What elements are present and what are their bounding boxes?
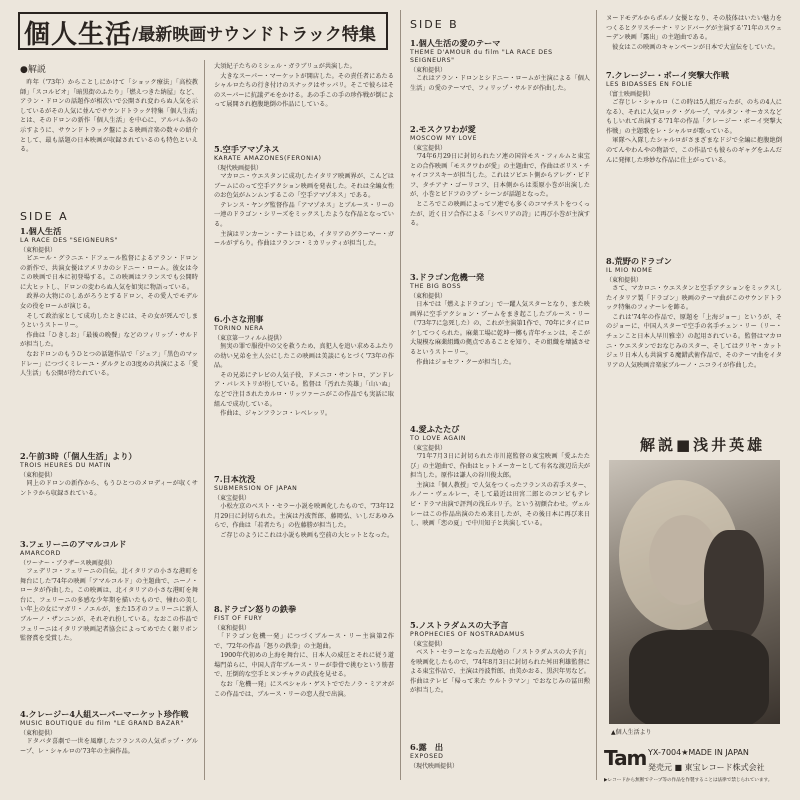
track-source: （東和提供）: [410, 67, 447, 74]
track-description: 同上のドロンの新作から、もうひとつのメロディーが収くサントラから収録されている。: [20, 480, 198, 497]
track-entry: [606, 70, 782, 256]
track-english-title: TO LOVE AGAIN: [410, 435, 467, 442]
track-source: （東宝提供）: [410, 145, 447, 152]
track-english-title: TORINO NERA: [214, 325, 264, 332]
track-entry: [20, 226, 198, 451]
track-title: 4.愛ふたたび: [410, 424, 460, 434]
track-entry: [214, 474, 394, 604]
side-a-column-2: [214, 62, 394, 699]
intro-text: 昨年（'73年）からことしにかけて「ショック療法」「高校教師」「スコルピオ」「暗黒街のふたり」「燃えつきた納屋」など、アラン・ドロンの話題作が相次いで公開され変わらぬ人気を示しているがその人気に並んでサウンドトラック特集「個人生活」とは、そのドロンの新作「個人生活」を中心に、アルバム各の示すように、サウンドトラック盤による映画音楽の数々の紹介として、最も話題の日本映画が収録されているのも特色といえる。: [20, 79, 198, 154]
track-entry: [20, 451, 198, 539]
track-description: ご存じレ・シャルロ（この時は5人組だったが、のちの4人になる）、それに人気ロック・グループ、マルタン・サーカスなどもしいれて出演する'71年の作品「クレージー・ボーイ突撃大作戦」の主題歌をレ・シャルロが歌っている。 軍隊へ入隊したシャルロがさまざまなドジで全編に抱腹絶倒のてんやわんやの物語で、この作品でも彼らのギャグをふんだんに発揮した珍妙な作品に仕上がっている。: [606, 99, 782, 164]
track-title: 1.個人生活: [20, 226, 62, 236]
track-entry: [410, 124, 590, 272]
track-english-title: KARATE AMAZONES(FERONIA): [214, 155, 322, 162]
track-english-title: THEME D'AMOUR du film "LA RACE DES SEIGNEURS": [410, 49, 553, 64]
track-english-title: PROPHECIES OF NOSTRADAMUS: [410, 631, 525, 638]
column-divider: [204, 60, 205, 780]
track-source: （東和提供）: [410, 293, 447, 300]
track-description: ピエール・グラニエ・ドフェール監督によるアラン・ドロンの新作で、共演女優はアメリカのシドニー・ローム。彼女は今この映画で日本に初登場する。この映画はフランスでも公開時に大ヒットし、ドロンの変わらぬ人気を如実に物語っている。 政界の大物にのしあがろうとするドロン、その愛人でモデル女の役をロームが演じる。 そして政治家として成功したときには、その女が死んでしまうというストーリー。 作曲は「ひきしお」「最後の晩餐」などのフィリップ・サルドが担当した。 なおドロンのもうひとつの話題作品で「ジェフ」「黒色のマッドレー」につづくミレーユ・ダルクとの3度めの共演による「愛人生活」も公開が待たれている。: [20, 255, 198, 378]
copyright-note: ▶レコードから無断でテープ等の作品を作製することは法律で禁じられています。: [604, 778, 773, 783]
publisher: 発売元 ■ 東宝レコード株式会社: [648, 763, 765, 772]
photo-figure-body: [629, 630, 769, 724]
telephone-icon: [704, 530, 764, 640]
track-source: （東和提供）: [214, 625, 251, 632]
track-title: 8.荒野のドラゴン: [606, 256, 672, 266]
track-source: （現代映画提供）: [410, 763, 459, 770]
track-title: 6.小さな刑事: [214, 314, 264, 324]
column-divider: [596, 10, 597, 780]
catalog-number: YX-7004★MADE IN JAPAN: [648, 748, 749, 757]
track-description: さて、マカロニ・ウエスタンと空手アクションをミックスしたイタリア製「ドラゴン」映画のテーマ曲がこのサウンドトラック特集のフィナーレを飾る。 これは'74年の作品で、原題を「上海ジョー」というが、そのジョーに、中国人スターで空手の名手チェン・リー（リー・チェンこと日本人早川雅幸）の起用されている。監督はマカロニ・ウエスタンでおなじみのスター、そしてはクリヤ・カットジェリ日本人も共演する魔錯武術作品で、そのテーマ曲をイタリアの人気映画音楽家ブルーノ・ニコライが作曲した。: [606, 285, 782, 369]
track-english-title: AMARCORD: [20, 550, 61, 557]
side-b-heading: SIDE B: [410, 18, 459, 31]
track-english-title: EXPOSED: [410, 753, 444, 760]
track-source: （ワーナー・ブラザース映画提供）: [20, 560, 116, 567]
track-title: 2.午前3時（「個人生活」より）: [20, 451, 137, 461]
track-english-title: MOSCOW MY LOVE: [410, 135, 478, 142]
track-description: マカロニ・ウエスタンに成功したイタリア映画界が、こんどはブームにのって空手アクション映画を発表した。それは全編女性のお色気がムンムンするこの「空手アマゾネス」である。 テレンス・ヤング監督作品「アマゾネス」とブルース・リーの一連のドラゴン・シリーズをミックスしたような作品となっている。 主演はリンカーン・テートはじめ、イタリアのグラーマー・ガールがずらり。作曲はフランコ・ミカリッティが担当した。: [214, 173, 394, 248]
tam-logo: Tam: [604, 746, 647, 770]
track-title: 3.ドラゴン危機一発: [410, 272, 485, 282]
track-english-title: LES BIDASSES EN FOLIE: [606, 81, 693, 88]
track-source: （東宝提供）: [410, 641, 447, 648]
track-description: ドタバタ喜劇で一世を風靡したフランスの人気ポップ・グループ、レ・シャルロの'73年の主演作品。: [20, 738, 198, 755]
track-entry: [606, 256, 782, 370]
track-title: 5.ノストラダムスの大予言: [410, 620, 509, 630]
author-credit: 解説■浅井英雄: [640, 436, 766, 454]
film-still-photo: [609, 460, 780, 724]
track-english-title: SUBMERSION OF JAPAN: [214, 485, 298, 492]
track-title: 6.露 出: [410, 742, 444, 752]
track-entry: [410, 620, 590, 742]
track-title: 1.個人生活の愛のテーマ: [410, 38, 501, 48]
track-title: 5.空手アマゾネス: [214, 144, 280, 154]
track-english-title: IL MIO NOME: [606, 267, 653, 274]
column-divider: [400, 10, 401, 780]
track-description: フェデリコ・フェリーニの自伝。北イタリアの小さな港町を舞台にした'74年の映画「アマルコルド」の主題曲で、ニーノ・ロータが作曲した。この映画は、北イタリアの小さな港町を舞台に、フェリーニの多感な少年期を描いたもので、憧れの美しい年上の女にマガリ・ノエルが、また15才のフェリーニに新人ブルーノ・ザンニンが、それぞれ扮している。なおこの作品でフェリーニはイタリア映画記者協会によってめでたく銀リボン監督賞を受賞した。: [20, 568, 198, 643]
track-english-title: THE BIG BOSS: [410, 283, 462, 290]
track-english-title: MUSIC BOUTIQUE du film "LE GRAND BAZAR": [20, 720, 184, 727]
track-entry: [410, 38, 590, 124]
track-source: （東和提供）: [20, 472, 57, 479]
track-title: 2.モスクワわが愛: [410, 124, 476, 134]
track-english-title: LA RACE DES "SEIGNEURS": [20, 237, 118, 244]
track-description-continued: 大須紀子たちのミシェル・ガラブリュが共演した。 大きなスーパー・マーケットが開店した。その責任者にあたるシャルロたちの行き付けのスナックはサッパリ。そこで彼らはそのスーパーに抗議デモをかける。あの手この手の珍作戦が倒によって展開され抱腹絶倒の作品にしている。: [214, 63, 394, 109]
album-title: 個人生活: [24, 20, 133, 50]
track-entry: [20, 539, 198, 709]
track-description: '74年6月29日に封切られたソ連の国営モス・フィルムと東宝との合作映画「モスクワわが愛」の主題曲で、作曲はボリス・チャイコフスキーが担当した。これはソビエト側からアレグ・ビドフ、タチアナ・ゴーリコフ、日本側からは栗原小巻が出演したが、小巻とビドフのラブ・シーンが話題となった。 ところでこの映画によってソ連でも多くのコマチストをつくったが、近く日ソ合作による「シベリアの詩」に再び小巻が主演する。: [410, 153, 590, 228]
track-source: （富士映画提供）: [606, 91, 655, 98]
track-source: （東宝提供）: [410, 445, 447, 452]
track-title: 4.クレージー4人組スーパーマーケット珍作戦: [20, 709, 189, 719]
track-entry: [20, 709, 198, 756]
track-title: 3.フェリーニのアマルコルド: [20, 539, 127, 549]
side-a-column-1: [20, 226, 198, 756]
track-entry: [410, 742, 590, 770]
track-source: （東和提供）: [20, 247, 57, 254]
track-description: これはアラン・ドロンとシドニー・ロームが主演による「個人生活」の愛のテーマで、フィリップ・サルドが作曲した。: [410, 75, 590, 92]
track-english-title: FIST OF FURY: [214, 615, 263, 622]
side-a-heading: SIDE A: [20, 210, 69, 223]
track-english-title: TROIS HEURES DU MATIN: [20, 462, 112, 469]
track-source: （現代映画提供）: [214, 165, 263, 172]
track-source: （東京第一フィルム提供）: [214, 335, 286, 342]
side-b-column-1: [410, 38, 590, 770]
track-description: ベスト・セラーとなった五島勉の「ノストラダムスの大予言」を映画化したもので、'74年8月3日に封切られた舛田利雄監督による東宝作品で、主演は丹波哲郎、由美かおる、黒沢年男など。作曲はテレビ「帰って来た ウルトラマン」でおなじみの冨田勲が担当した。: [410, 649, 590, 695]
track-source: （東和提供）: [606, 277, 643, 284]
track-entry: [214, 604, 394, 699]
track-entry: [214, 144, 394, 314]
track-title: 7.日本沈没: [214, 474, 256, 484]
intro-label: ●解説: [20, 65, 46, 75]
track-description-continued: ヌードモデルからポルノ女優となり、その肢体はいたい魅力をつくるとクリスチーナ・リンドバーグが主演する'71年のスウェーデン映画「露出」の主題曲である。 彼女はこの映画のキャンペーンが日本で大宣伝をしていた。: [606, 15, 783, 51]
track-source: （東和提供）: [20, 730, 57, 737]
track-entry: [410, 272, 590, 424]
track-description: 小松左京のベスト・セラー小説を映画化したもので、'73年12月29日に封切られた。主演は丹波哲郎、藤岡弘、いしだあゆみらで、作曲は「若者たち」の佐藤勝が担当した。 ご存じのようにこれは小説も映画も空前の大ヒットとなった。: [214, 503, 394, 539]
track-description: '71年7月3日に封切られた市川崑監督の東宝映画「愛ふたたび」の主題曲で、作曲はヒットメーカーとして有名な渡辺岳夫が担当した。原作は謙人の谷川俊太郎。 主演は「個人教授」で人気をつくったフランスの若手スター、ルノー・ヴェルレー、そして最近は田宮二郎とのコンビもテレビ・ドラマ出演で評判の浅丘ルリ子。という初顔合わせ。ヴェルレーはこの作品出演のため来日したが、その後日本に再び来日し、映画「恋の夏」で中川知子と共演している。: [410, 453, 590, 528]
track-entry: [214, 314, 394, 474]
side-b-column-2: [606, 14, 782, 370]
track-title: 7.クレージー・ボーイ突撃大作戦: [606, 70, 730, 80]
track-description: 無実の罪で服役中の父を救うため、真犯人を追い求めるふたりの幼い兄弟を主人公にしたこの映画は美談にもとづく'73年の作品。 その兄弟にテレビの人気子役、ドメニコ・サントロ、アンドレア・バレストリが扮している。監督は「汚れた英雄」「山いぬ」などで注目されたカルロ・リッツァーニがこの作品でも実話に取組んで成功している。 作曲は、ジャンフランコ・レベレッリ。: [214, 343, 394, 418]
track-entry: [410, 424, 590, 620]
track-title: 8.ドラゴン怒りの鉄拳: [214, 604, 297, 614]
album-subtitle: /最新映画サウンドトラック特集: [132, 25, 376, 45]
track-description: 日本では「燃えよドラゴン」で一躍人気スターとなり、また映画界に空手アクション・ブームをまき起こしたブルース・リー（'73年7に急死した）の、これが主演第1作で、70年にタイにロケしてつくられた。麻薬工場に乾坤一擲も青年チェンは、そこが大規模な麻薬組織の拠点であることを知り、その組織を壊滅させるというストーリー。 作曲はジョセフ・クーが担当した。: [410, 301, 590, 366]
track-description: 「ドラゴン危機一発」につづくブルース・リー主演第2作で、'72年の作品「怒りの鉄拳」の主題曲。 1900年代初めの上海を舞台に、日本人の威圧とそれに従う道場門弟らに、中国人青年ブルース・リーが拳骨で挑むという筋書で、圧倒的な空手とヌンチャクの武技を見せる。 なお「危機一発」にスペシャル・ゲストででたノラ・ミアオがこの作品では、ブルース・リーの恋人役で出演。: [214, 633, 394, 698]
track-source: （東宝提供）: [214, 495, 251, 502]
photo-caption: ▲個人生活より: [611, 729, 652, 736]
